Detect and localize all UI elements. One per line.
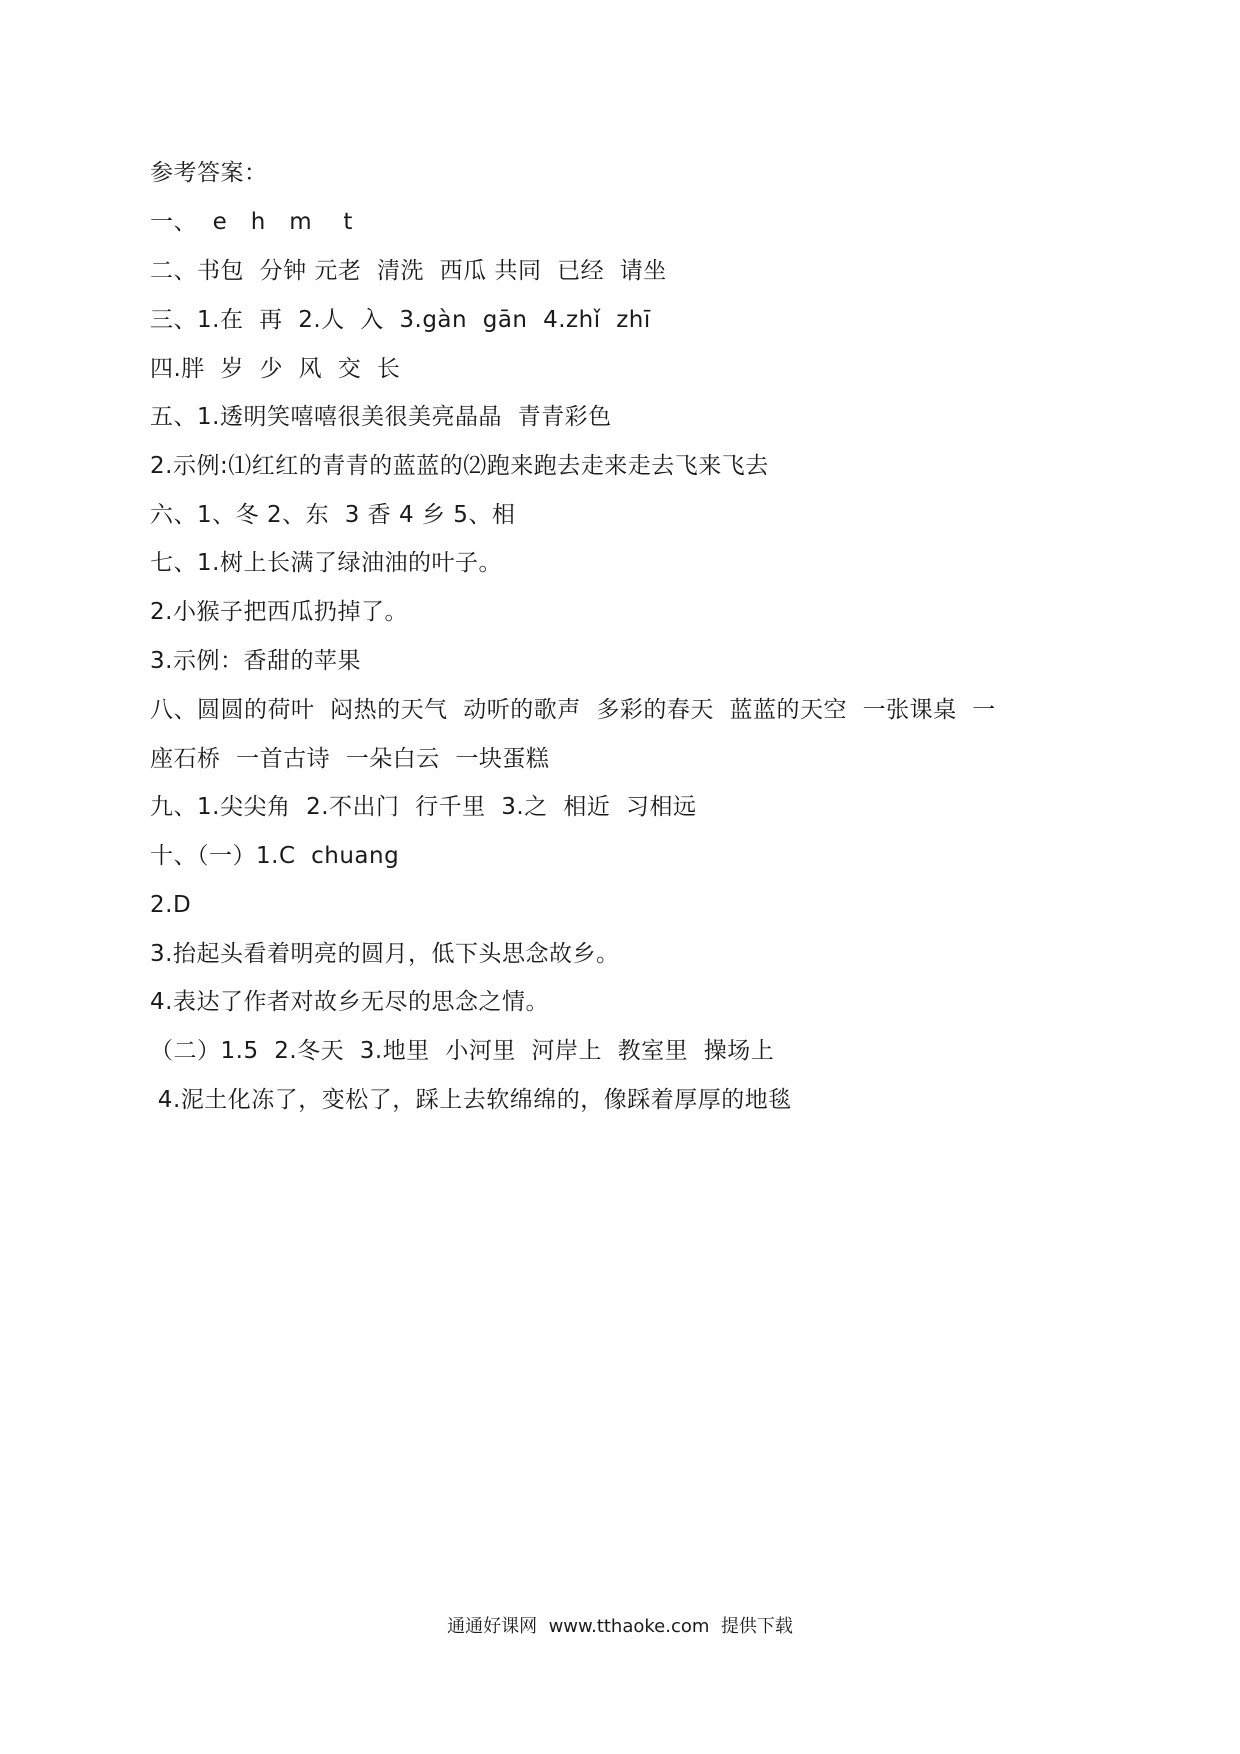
answer-line-8: 七、1.树上长满了绿油油的叶子。 — [150, 550, 502, 576]
answer-line-9: 2.小猴子把西瓜扔掉了。 — [150, 599, 408, 625]
answer-line-14: 十、（一）1.C chuang — [150, 843, 400, 869]
answer-heading: 参考答案： — [150, 160, 268, 186]
answer-line-5: 五、1.透明笑嘻嘻很美很美亮晶晶 青青彩色 — [150, 404, 612, 430]
answer-line-7: 六、1、冬 2、东 3 香 4 乡 5、相 — [150, 502, 516, 528]
answer-line-11: 八、圆圆的荷叶 闷热的天气 动听的歌声 多彩的春天 蓝蓝的天空 一张课桌 一 — [150, 697, 996, 723]
footer-download-credit: 通通好课网 www.tthaoke.com 提供下载 — [447, 1616, 793, 1637]
answer-line-15: 2.D — [150, 892, 192, 918]
answer-line-13: 九、1.尖尖角 2.不出门 行千里 3.之 相近 习相远 — [150, 794, 697, 820]
answer-line-4: 四.胖 岁 少 风 交 长 — [150, 356, 401, 382]
answer-line-19: 4.泥土化冻了，变松了，踩上去软绵绵的，像踩着厚厚的地毯 — [150, 1087, 792, 1113]
answer-line-3: 三、1.在 再 2.人 入 3.gàn gān 4.zhǐ zhī — [150, 307, 651, 333]
answer-line-12: 座石桥 一首古诗 一朵白云 一块蛋糕 — [150, 746, 550, 772]
answer-line-17: 4.表达了作者对故乡无尽的思念之情。 — [150, 989, 549, 1015]
answer-line-16: 3.抬起头看着明亮的圆月，低下头思念故乡。 — [150, 941, 620, 967]
answer-line-6: 2.示例:⑴红红的青青的蓝蓝的⑵跑来跑去走来走去飞来飞去 — [150, 453, 769, 479]
answer-line-10: 3.示例：香甜的苹果 — [150, 648, 361, 674]
answer-line-1: 一、 e h m t — [150, 209, 353, 235]
answer-line-2: 二、书包 分钟 元老 清洗 西瓜 共同 已经 请坐 — [150, 258, 667, 284]
answer-line-18: （二）1.5 2.冬天 3.地里 小河里 河岸上 教室里 操场上 — [150, 1038, 775, 1064]
